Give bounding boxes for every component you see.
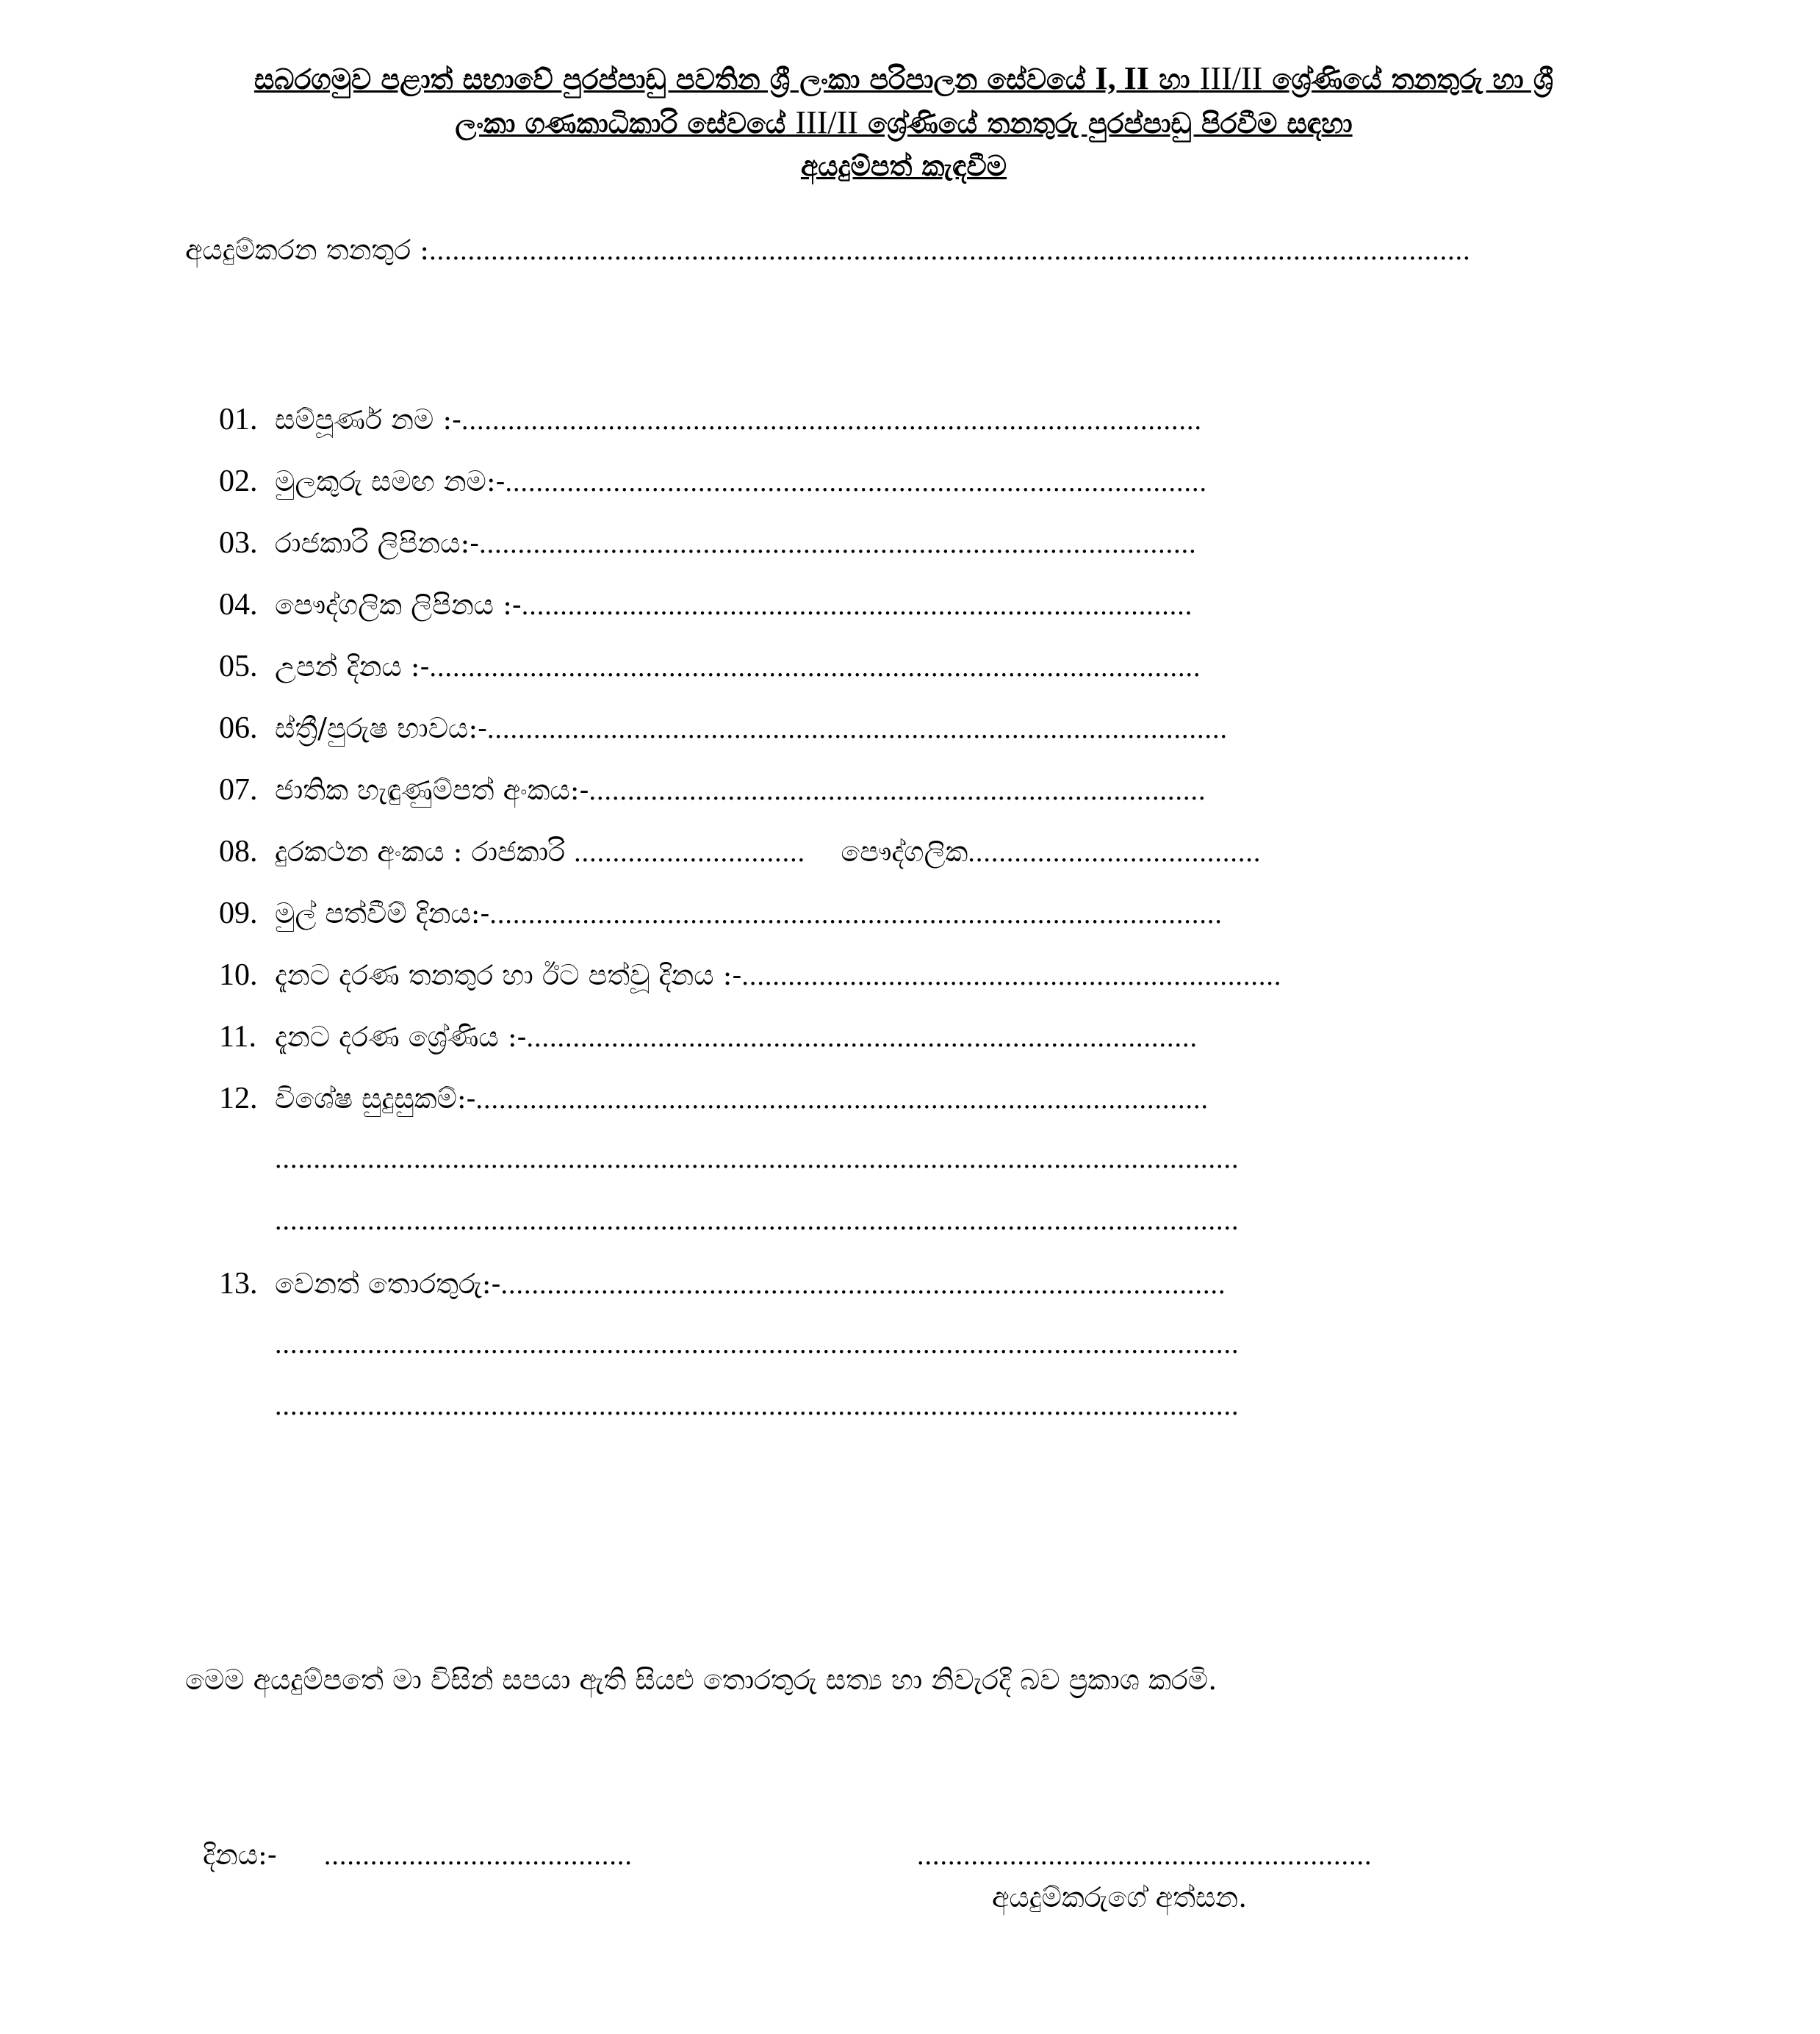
title-line-3-text: අයදුම්පත් කැඳවීම	[800, 149, 1007, 182]
field-number: 11.	[219, 1020, 256, 1054]
field-row-personal-address	[219, 586, 1193, 623]
date-row	[203, 1839, 633, 1873]
field-number: 04.	[219, 588, 258, 622]
personal-phone-label: පෞද්ගලික	[841, 835, 968, 868]
title-line-2-grade: III/II	[795, 104, 858, 140]
signature-label-row	[992, 1881, 1247, 1915]
signature-field[interactable]: ...........................................................	[917, 1840, 1373, 1871]
field-row-current-post	[219, 957, 1281, 993]
title-line-2-prefix: ලංකා ගණකාධිකාරි සේවයේ	[455, 107, 786, 140]
field-number: 03.	[219, 526, 258, 560]
full-name-field[interactable]: ................................................................................................	[461, 405, 1202, 436]
title-line-3	[132, 150, 1675, 182]
personal-phone-field[interactable]: ......................................	[968, 837, 1262, 868]
special-qualifications-continuation-2	[275, 1204, 1240, 1238]
field-label: ස්ත්‍රී/පුරුෂ භාවය:-	[275, 712, 487, 744]
field-number: 09.	[219, 896, 258, 930]
field-number: 06.	[219, 711, 258, 745]
title-line-1-mid: හා	[1159, 62, 1190, 96]
nic-number-field[interactable]: ................................................................................	[589, 775, 1206, 806]
title-grades-1-2: I, II	[1095, 60, 1149, 96]
field-row-special-qualifications	[219, 1080, 1209, 1117]
date-field[interactable]: ........................................	[323, 1840, 633, 1871]
declaration-text	[185, 1664, 1217, 1697]
other-info-continuation-1	[275, 1327, 1240, 1362]
field-row-first-appointment-date	[219, 895, 1223, 932]
title-line-2	[132, 104, 1675, 142]
continuation-field[interactable]: .............................................................................................................................	[275, 1143, 1240, 1174]
field-row-current-grade	[219, 1018, 1198, 1055]
field-number: 13.	[219, 1267, 258, 1301]
continuation-field[interactable]: .............................................................................................................................	[275, 1205, 1240, 1236]
field-row-other-info	[219, 1265, 1226, 1302]
field-number: 01.	[219, 403, 258, 436]
office-phone-field[interactable]: ..............................	[574, 837, 806, 868]
field-label: වෙනත් තොරතුරු:-	[275, 1268, 501, 1300]
field-row-date-of-birth	[219, 648, 1201, 685]
field-number: 07.	[219, 773, 258, 807]
gender-field[interactable]: ................................................................................................	[486, 714, 1228, 744]
field-row-official-address	[219, 525, 1197, 561]
field-number: 08.	[219, 835, 258, 869]
field-label: මුල් පත්වීම් දිනය:-	[275, 897, 490, 930]
special-qualifications-field[interactable]: ...............................................................................................	[475, 1084, 1209, 1115]
field-label: දැනට දරණ ශ්‍රේණිය :-	[275, 1021, 527, 1053]
title-line-1-suffix: ශ්‍රේණියේ තනතුරු හා ශ්‍රී	[1272, 62, 1554, 96]
special-qualifications-continuation-1	[275, 1142, 1240, 1176]
declaration: මෙම අයදුම්පතේ මා විසින් සපයා ඇති සියළු තොරතුරු සත්‍ය හා නිවැරදි බව ප්‍රකාශ කරමි.	[185, 1664, 1217, 1696]
field-label: ජාතික හැඳුණුම්පත් අංකය:-	[275, 774, 589, 806]
title-grade-3-2: III/II	[1199, 60, 1263, 96]
field-label: උපන් දිනය :-	[275, 650, 430, 683]
field-label: රාජකාරි ලිපිනය:-	[275, 527, 480, 559]
field-label: දුරකථන අංකය : රාජකාරි	[275, 835, 566, 868]
signature-line	[917, 1839, 1373, 1873]
signature-label: අයදුම්කරුගේ අත්සන.	[992, 1881, 1248, 1913]
field-label: විශේෂ සුදුසුකම්:-	[275, 1082, 476, 1115]
field-row-name-with-initials	[219, 463, 1207, 500]
applied-post-label: අයදුම්කරන තනතුර :	[185, 234, 430, 266]
other-info-continuation-2	[275, 1389, 1240, 1423]
field-label: පෞද්ගලික ලිපිනය :-	[275, 589, 522, 621]
first-appointment-date-field[interactable]: ...............................................................................................	[489, 899, 1223, 930]
current-post-field[interactable]: ......................................................................	[741, 960, 1282, 991]
applied-post-row	[185, 234, 1471, 268]
current-grade-field[interactable]: .......................................................................................	[526, 1022, 1198, 1053]
continuation-field[interactable]: .............................................................................................................................	[275, 1390, 1240, 1421]
name-with-initials-field[interactable]: ...........................................................................................	[505, 467, 1208, 497]
title-line-1-prefix: සබරගමුව පළාත් සභාවේ පුරප්පාඩු පවතින ශ්‍රී ලංකා පරිපාලන සේවයේ	[253, 62, 1086, 96]
field-row-nic-number	[219, 772, 1206, 808]
title-line-1	[132, 60, 1675, 98]
official-address-field[interactable]: .............................................................................................	[479, 528, 1197, 559]
date-of-birth-field[interactable]: ....................................................................................................	[429, 652, 1201, 683]
date-label: දිනය:-	[203, 1839, 277, 1871]
personal-address-field[interactable]: .......................................................................................	[521, 590, 1193, 621]
title-line-2-suffix: ශ්‍රේණියේ තනතුරු පුරප්පාඩු පිරවීම සඳහා	[868, 107, 1353, 140]
field-label: සම්පූර්ණ නම :-	[275, 403, 461, 436]
field-row-phone-number	[219, 833, 1261, 870]
field-number: 12.	[219, 1082, 258, 1115]
field-number: 10.	[219, 958, 258, 992]
field-row-gender	[219, 710, 1228, 747]
field-number: 02.	[219, 464, 258, 498]
other-info-field[interactable]: ..............................................................................................	[500, 1269, 1226, 1300]
field-number: 05.	[219, 650, 258, 683]
applied-post-field[interactable]: .......................................................................................................................................	[429, 235, 1471, 266]
field-row-full-name	[219, 401, 1202, 438]
continuation-field[interactable]: .............................................................................................................................	[275, 1329, 1240, 1359]
field-label: දැනට දරණ තනතුර හා ඊට පත්වූ දිනය :-	[275, 959, 742, 991]
field-label: මුලකුරු සමඟ නම:-	[275, 465, 506, 497]
